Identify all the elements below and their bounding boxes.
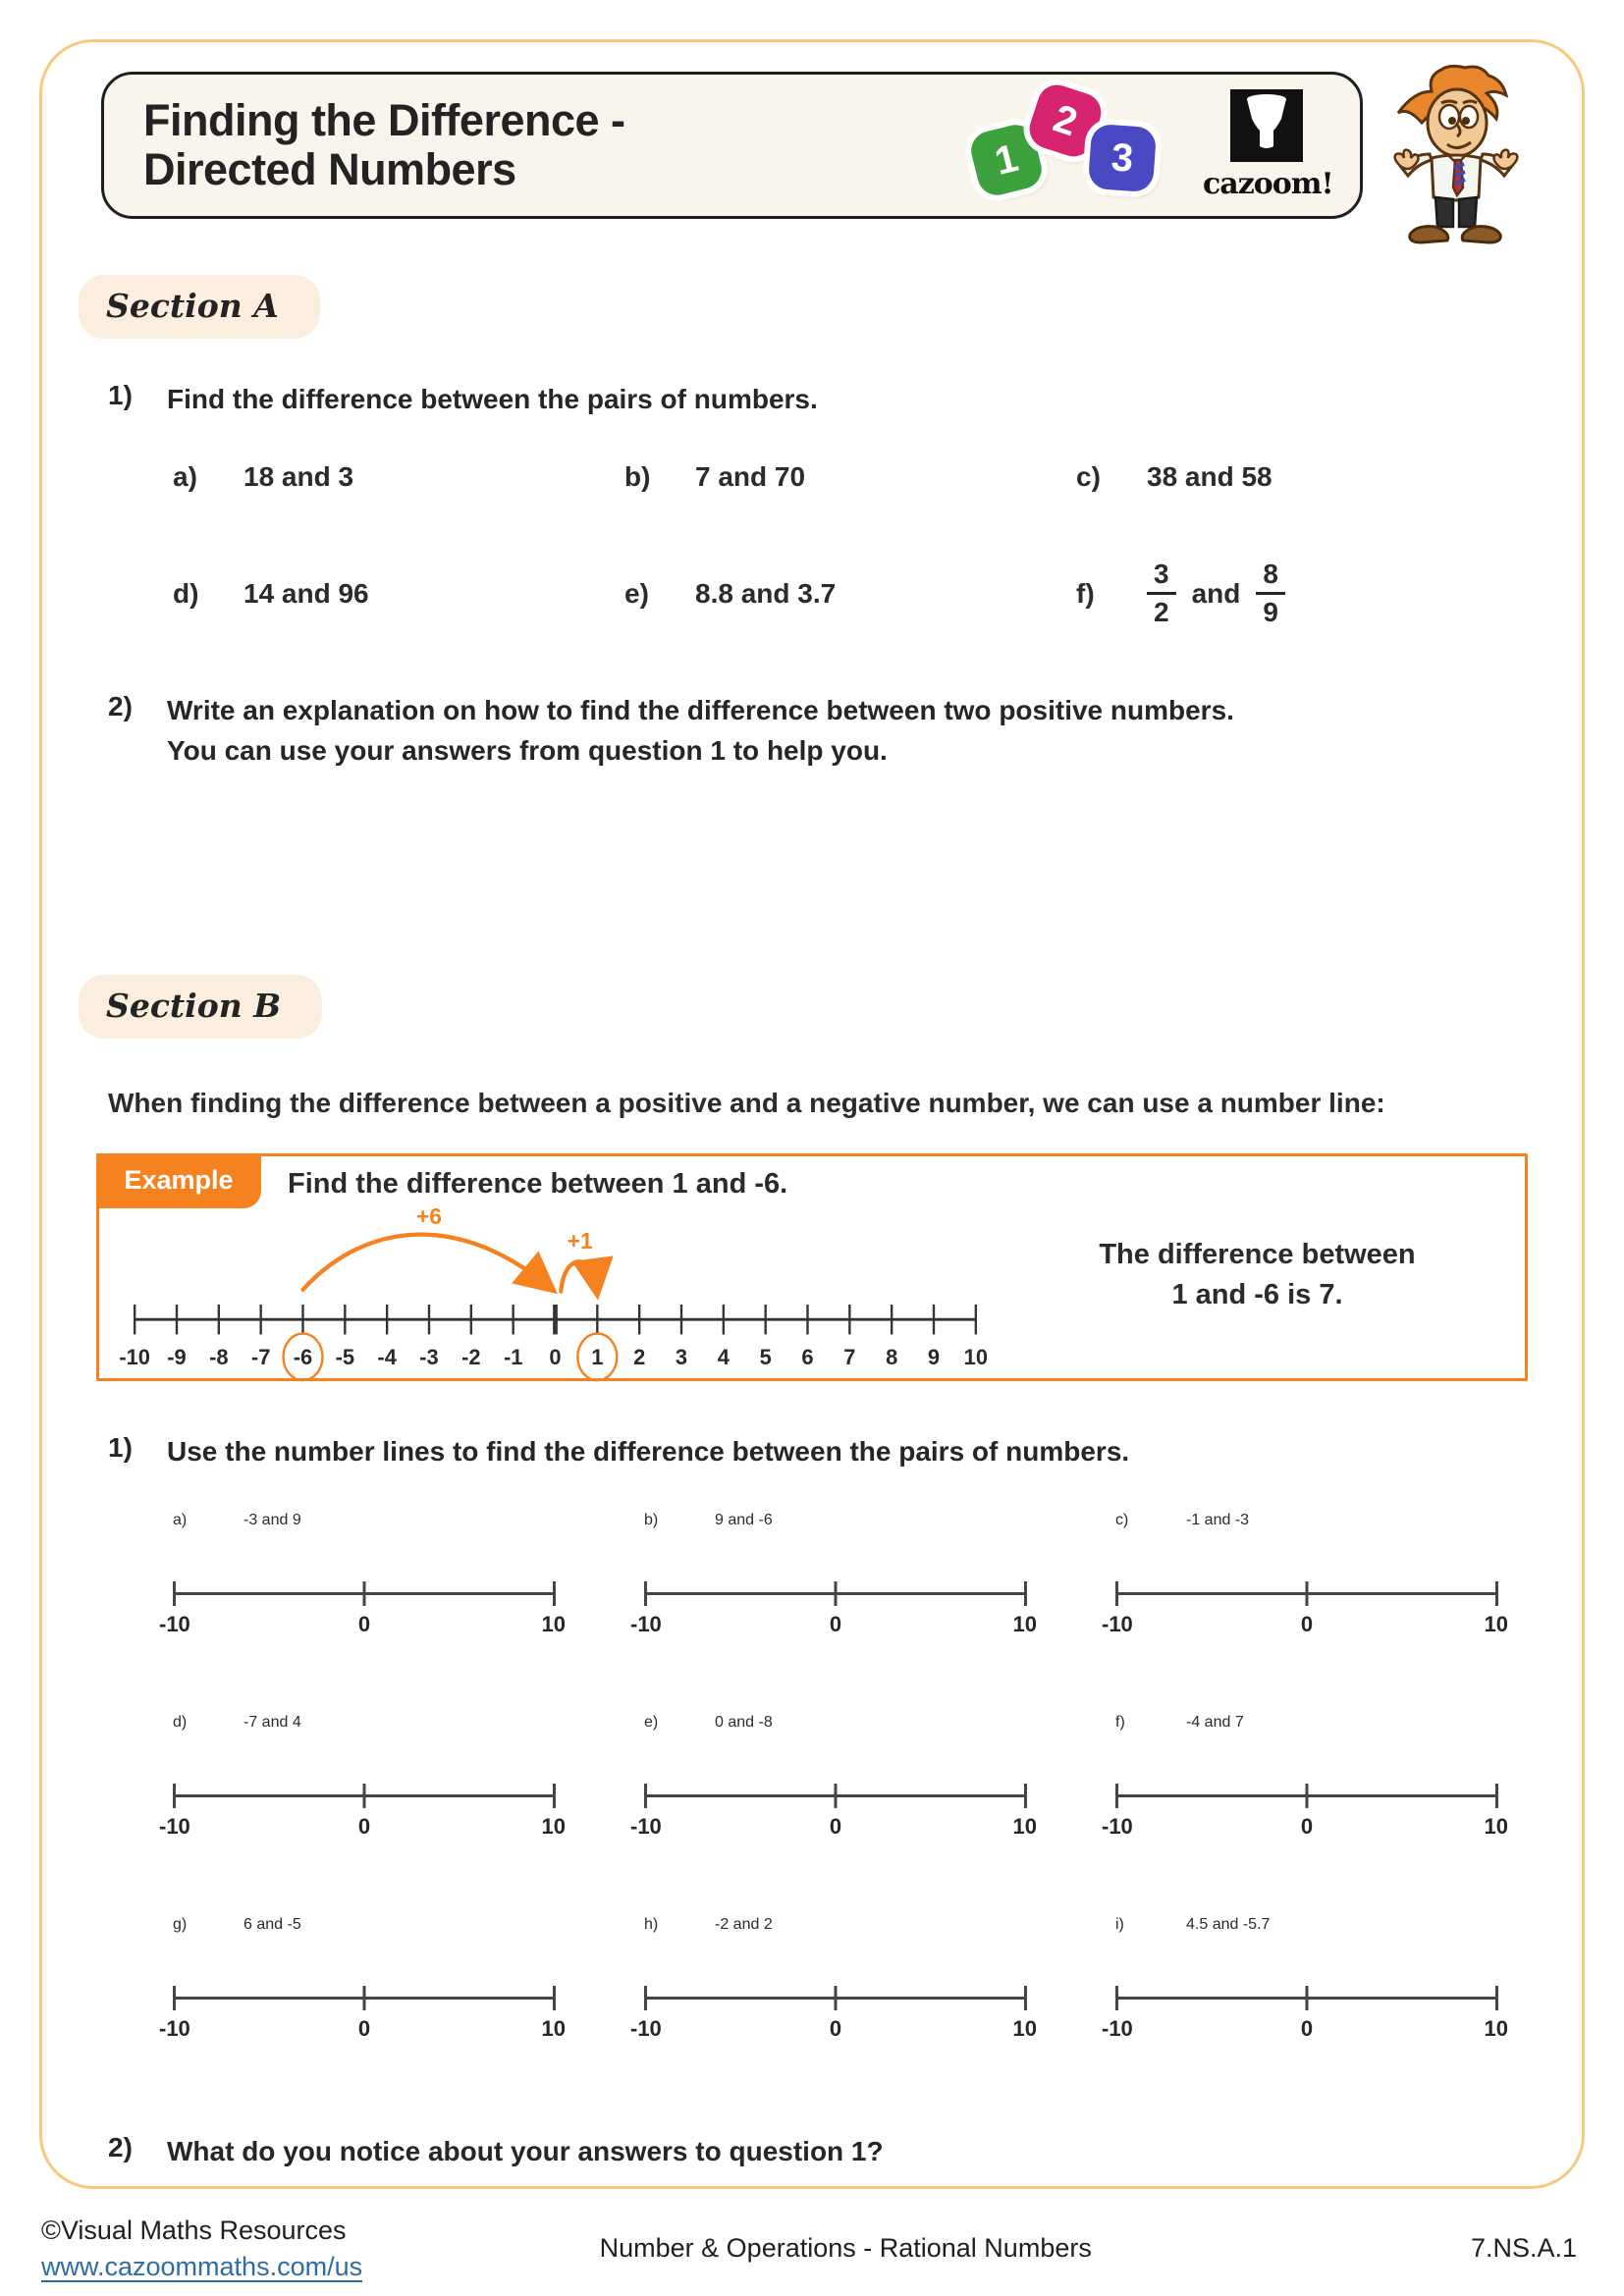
item-label: d) bbox=[173, 1713, 188, 1731]
title-box bbox=[101, 72, 1363, 219]
svg-text:-2: -2 bbox=[461, 1344, 481, 1369]
item-label: c) bbox=[1115, 1511, 1129, 1528]
tick-label: 10 bbox=[541, 2015, 566, 2041]
example-number-line bbox=[111, 1207, 1000, 1382]
svg-text:1: 1 bbox=[591, 1344, 604, 1369]
section-a-items bbox=[173, 461, 1528, 629]
svg-text:-1: -1 bbox=[503, 1344, 523, 1369]
svg-text:10: 10 bbox=[963, 1344, 989, 1369]
cazoom-logo bbox=[1203, 89, 1333, 201]
tick-label: 10 bbox=[1484, 1813, 1508, 1839]
section-a-question-1 bbox=[96, 380, 1528, 420]
item-b bbox=[624, 461, 1076, 493]
question-number: 2) bbox=[108, 2131, 133, 2163]
item-label: f) bbox=[1076, 577, 1095, 609]
item-label: c) bbox=[1076, 460, 1101, 492]
item-value: 0 and -8 bbox=[715, 1713, 773, 1731]
blank-number-line bbox=[1102, 1981, 1508, 2042]
blank-number-line bbox=[1102, 1779, 1508, 1840]
tick-label: 0 bbox=[829, 1611, 842, 1636]
footer-attribution bbox=[41, 2213, 480, 2284]
svg-text:-8: -8 bbox=[209, 1344, 229, 1369]
fraction bbox=[1147, 560, 1176, 629]
svg-text:5: 5 bbox=[759, 1344, 772, 1369]
numerator: 3 bbox=[1147, 560, 1176, 596]
mascot-character bbox=[1371, 62, 1540, 250]
svg-text:3: 3 bbox=[675, 1344, 688, 1369]
tick-label: 0 bbox=[1300, 2015, 1314, 2041]
svg-text:2: 2 bbox=[633, 1344, 646, 1369]
svg-text:6: 6 bbox=[801, 1344, 814, 1369]
denominator: 2 bbox=[1154, 597, 1169, 628]
item-label: i) bbox=[1115, 1915, 1124, 1933]
tick-label: 0 bbox=[829, 1813, 842, 1839]
standard-code: 7.NS.A.1 bbox=[1470, 2233, 1577, 2264]
tick-label: 10 bbox=[1012, 1611, 1037, 1636]
footer-topic: Number & Operations - Rational Numbers bbox=[599, 2233, 1092, 2264]
denominator: 9 bbox=[1263, 597, 1278, 628]
nl-item-a bbox=[159, 1511, 585, 1637]
item-label: e) bbox=[624, 577, 649, 609]
tick-label: -10 bbox=[630, 1813, 662, 1839]
svg-text:8: 8 bbox=[886, 1344, 898, 1369]
tile-1-icon: 1 bbox=[967, 121, 1046, 199]
item-c bbox=[1076, 461, 1528, 493]
nl-item-d bbox=[159, 1713, 585, 1840]
nl-item-b bbox=[630, 1511, 1056, 1637]
number-line-grid bbox=[159, 1511, 1528, 2042]
item-label: g) bbox=[173, 1915, 188, 1933]
nl-item-h bbox=[630, 1915, 1056, 2042]
fraction bbox=[1256, 560, 1285, 629]
page-title bbox=[143, 96, 972, 195]
tick-label: 10 bbox=[541, 1813, 566, 1839]
section-a-heading: Section A bbox=[79, 275, 320, 339]
tick-label: 10 bbox=[1484, 1611, 1508, 1636]
svg-text:-10: -10 bbox=[119, 1344, 150, 1369]
answer-space bbox=[96, 771, 1528, 975]
svg-text:-9: -9 bbox=[167, 1344, 187, 1369]
result-line-2: 1 and -6 is 7. bbox=[1171, 1278, 1343, 1310]
tick-label: -10 bbox=[1102, 2015, 1133, 2041]
question-text bbox=[167, 691, 1234, 771]
question-text: What do you notice about your answers to question 1? bbox=[167, 2135, 884, 2166]
item-a bbox=[173, 461, 624, 493]
fraction-pair bbox=[1147, 560, 1285, 629]
tile-3-icon: 3 bbox=[1088, 124, 1157, 192]
tick-label: 0 bbox=[829, 2015, 842, 2041]
tick-label: 0 bbox=[357, 1813, 371, 1839]
question-number: 2) bbox=[108, 691, 133, 722]
question-line-1: Write an explanation on how to find the difference between two positive numbers. bbox=[167, 695, 1234, 726]
blank-number-line bbox=[630, 1981, 1037, 2042]
question-text: Find the difference between the pairs of numbers. bbox=[167, 384, 818, 414]
item-label: f) bbox=[1115, 1713, 1125, 1731]
tick-label: -10 bbox=[630, 1611, 662, 1636]
conjunction: and bbox=[1191, 577, 1241, 609]
item-label: b) bbox=[644, 1511, 659, 1528]
svg-text:-5: -5 bbox=[335, 1344, 355, 1369]
nl-item-g bbox=[159, 1915, 585, 2042]
item-value: -3 and 9 bbox=[244, 1511, 301, 1528]
example-box bbox=[96, 1153, 1528, 1381]
item-value: 14 and 96 bbox=[244, 577, 369, 609]
section-b-intro: When finding the difference between a positive and a negative number, we can use a number line: bbox=[108, 1088, 1385, 1119]
item-label: a) bbox=[173, 1511, 188, 1528]
nl-item-c bbox=[1102, 1511, 1528, 1637]
section-a-question-2 bbox=[96, 691, 1528, 771]
title-line-1: Finding the Difference - bbox=[143, 94, 625, 145]
svg-text:-4: -4 bbox=[377, 1344, 397, 1369]
tick-label: -10 bbox=[159, 1611, 190, 1636]
example-tab: Example bbox=[96, 1153, 261, 1208]
svg-text:7: 7 bbox=[843, 1344, 856, 1369]
tick-label: 0 bbox=[1300, 1611, 1314, 1636]
tick-label: 10 bbox=[1012, 1813, 1037, 1839]
item-value: 7 and 70 bbox=[695, 460, 806, 492]
tick-label: -10 bbox=[1102, 1813, 1133, 1839]
copyright-text: ©Visual Maths Resources bbox=[41, 2216, 347, 2246]
blank-number-line bbox=[1102, 1576, 1508, 1637]
example-body bbox=[111, 1207, 1515, 1382]
svg-text:+6: +6 bbox=[415, 1206, 443, 1230]
tick-label: 10 bbox=[1012, 2015, 1037, 2041]
item-e bbox=[624, 560, 1076, 629]
item-value: -7 and 4 bbox=[244, 1713, 301, 1731]
item-label: d) bbox=[173, 577, 199, 609]
blank-number-line bbox=[630, 1779, 1037, 1840]
nl-item-i bbox=[1102, 1915, 1528, 2042]
example-prompt: Find the difference between 1 and -6. bbox=[288, 1167, 788, 1200]
tick-label: 10 bbox=[541, 1611, 566, 1636]
tick-label: -10 bbox=[1102, 1611, 1133, 1636]
question-text: Use the number lines to find the difference between the pairs of numbers. bbox=[167, 1435, 1130, 1467]
svg-text:-6: -6 bbox=[293, 1344, 313, 1369]
item-label: a) bbox=[173, 460, 197, 492]
cazoom-drum-icon bbox=[1230, 89, 1303, 162]
blank-number-line bbox=[159, 1981, 566, 2042]
numerator: 8 bbox=[1256, 560, 1285, 596]
tick-label: 0 bbox=[1300, 1813, 1314, 1839]
item-value: 18 and 3 bbox=[244, 460, 354, 492]
cazoom-wordmark: cazoom! bbox=[1203, 167, 1333, 201]
svg-text:0: 0 bbox=[549, 1344, 562, 1369]
section-b-heading: Section B bbox=[79, 975, 322, 1039]
svg-text:-7: -7 bbox=[250, 1344, 271, 1369]
question-line-2: You can use your answers from question 1 to help you. bbox=[167, 734, 888, 766]
number-tiles-logo bbox=[972, 86, 1164, 204]
section-b-question-1 bbox=[96, 1432, 1528, 1472]
item-value: -1 and -3 bbox=[1186, 1511, 1250, 1528]
item-value: 4.5 and -5.7 bbox=[1186, 1915, 1271, 1933]
title-line-2: Directed Numbers bbox=[143, 144, 516, 194]
question-number: 1) bbox=[108, 380, 133, 410]
item-f bbox=[1076, 560, 1528, 629]
tick-label: -10 bbox=[159, 2015, 190, 2041]
tick-label: -10 bbox=[630, 2015, 662, 2041]
svg-text:4: 4 bbox=[717, 1344, 730, 1369]
section-b-question-2 bbox=[96, 2132, 1528, 2172]
question-number: 1) bbox=[108, 1431, 133, 1463]
item-value: 9 and -6 bbox=[715, 1511, 773, 1528]
page-footer bbox=[41, 2213, 1577, 2284]
svg-text:-3: -3 bbox=[419, 1344, 439, 1369]
blank-number-line bbox=[630, 1576, 1037, 1637]
website-link[interactable]: www.cazoommaths.com/us bbox=[41, 2251, 363, 2281]
item-value: 38 and 58 bbox=[1147, 460, 1272, 492]
example-result bbox=[1000, 1207, 1515, 1314]
blank-number-line bbox=[159, 1576, 566, 1637]
item-label: b) bbox=[624, 460, 651, 492]
svg-text:9: 9 bbox=[927, 1344, 941, 1369]
worksheet-page bbox=[39, 39, 1585, 2189]
nl-item-f bbox=[1102, 1713, 1528, 1840]
tile-2-icon: 2 bbox=[1024, 80, 1106, 161]
item-label: e) bbox=[644, 1713, 659, 1731]
item-value: -4 and 7 bbox=[1186, 1713, 1244, 1731]
item-value: -2 and 2 bbox=[715, 1915, 773, 1933]
svg-text:+1: +1 bbox=[567, 1227, 593, 1254]
tick-label: 0 bbox=[357, 1611, 371, 1636]
item-label: h) bbox=[644, 1915, 659, 1933]
result-line-1: The difference between bbox=[1099, 1238, 1416, 1270]
tick-label: 10 bbox=[1484, 2015, 1508, 2041]
worksheet-header bbox=[96, 70, 1528, 241]
item-d bbox=[173, 560, 624, 629]
item-value: 6 and -5 bbox=[244, 1915, 301, 1933]
tick-label: -10 bbox=[159, 1813, 190, 1839]
blank-number-line bbox=[159, 1779, 566, 1840]
tick-label: 0 bbox=[357, 2015, 371, 2041]
item-value: 8.8 and 3.7 bbox=[695, 577, 837, 609]
nl-item-e bbox=[630, 1713, 1056, 1840]
